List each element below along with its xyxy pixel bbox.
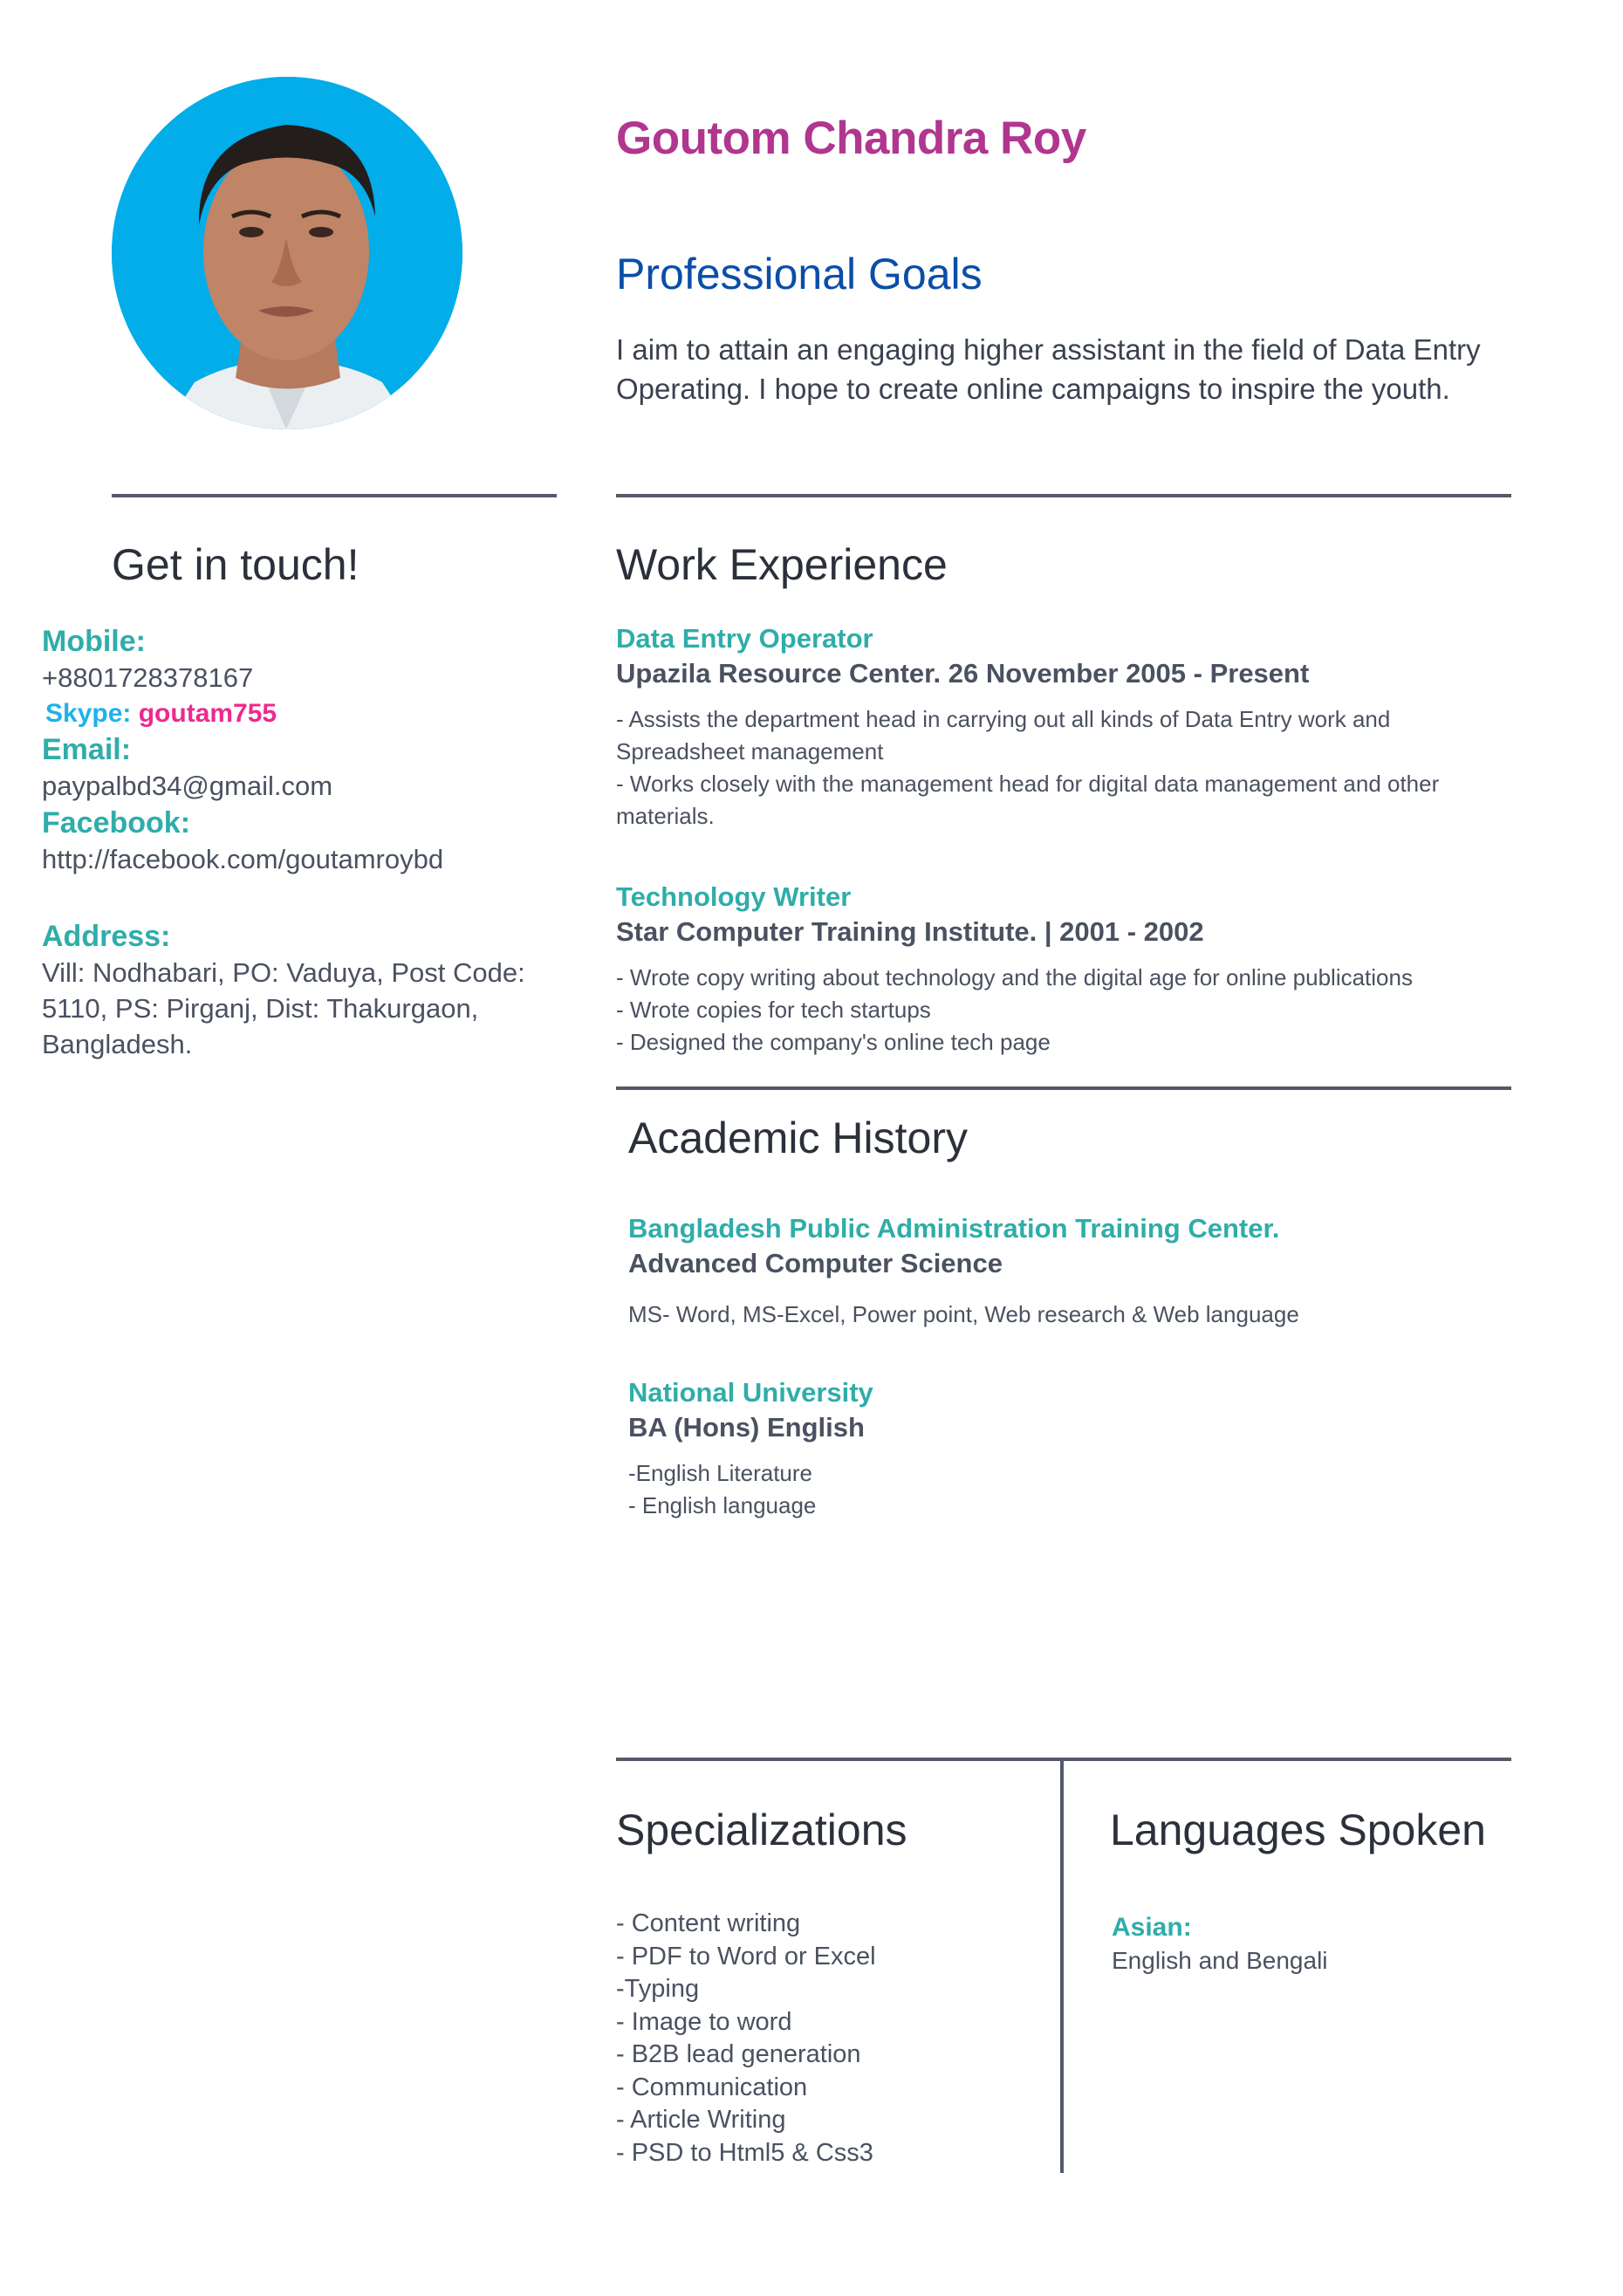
specializations-heading: Specializations bbox=[616, 1806, 907, 1854]
education-entry bbox=[628, 1211, 1536, 1331]
specialization-item: - Image to word bbox=[616, 2007, 792, 2036]
specialization-item: - Content writing bbox=[616, 1909, 801, 1937]
skype-value: goutam755 bbox=[138, 699, 277, 728]
education-detail: -English Literature bbox=[628, 1460, 812, 1486]
job-bullet: - Designed the company's online tech page bbox=[616, 1029, 1051, 1055]
education-detail: MS- Word, MS-Excel, Power point, Web research & Web language bbox=[628, 1301, 1299, 1327]
specialization-item: - B2B lead generation bbox=[616, 2040, 861, 2068]
divider-vertical bbox=[1060, 1759, 1064, 2173]
email-label: Email: bbox=[42, 733, 132, 766]
mobile-label: Mobile: bbox=[42, 625, 146, 658]
education-institution: National University bbox=[628, 1377, 873, 1408]
work-experience-heading: Work Experience bbox=[616, 540, 948, 589]
profile-photo bbox=[112, 77, 462, 429]
facebook-link[interactable]: http://facebook.com/goutamroybd bbox=[42, 844, 444, 874]
skype-row bbox=[42, 696, 565, 731]
professional-goals-heading: Professional Goals bbox=[616, 250, 983, 298]
specialization-item: -Typing bbox=[616, 1975, 700, 2003]
job-bullets bbox=[616, 703, 1524, 833]
education-program: BA (Hons) English bbox=[628, 1412, 865, 1443]
job-organization: Star Computer Training Institute. | 2001 - 2002 bbox=[616, 916, 1204, 947]
job-entry bbox=[616, 880, 1524, 1059]
job-entry bbox=[616, 621, 1524, 833]
languages-block bbox=[1112, 1911, 1328, 1977]
divider-bottom bbox=[616, 1758, 1511, 1761]
education-program: Advanced Computer Science bbox=[628, 1248, 1003, 1278]
job-role: Data Entry Operator bbox=[616, 623, 873, 654]
person-portrait-icon bbox=[112, 77, 462, 429]
contact-heading: Get in touch! bbox=[112, 540, 360, 589]
candidate-name: Goutom Chandra Roy bbox=[616, 113, 1086, 164]
language-list: English and Bengali bbox=[1112, 1947, 1328, 1974]
professional-goals-text: I aim to attain an engaging higher assistant in the field of Data Entry Operating. I hope to create online campaigns to inspire the youth. bbox=[616, 333, 1481, 405]
language-group-label: Asian: bbox=[1112, 1913, 1192, 1942]
specialization-item: - PSD to Html5 & Css3 bbox=[616, 2138, 873, 2167]
job-role: Technology Writer bbox=[616, 881, 852, 912]
academic-history-heading: Academic History bbox=[628, 1114, 968, 1162]
divider-academic bbox=[616, 1086, 1511, 1090]
mobile-value: +8801728378167 bbox=[42, 662, 254, 693]
divider-work bbox=[616, 494, 1511, 497]
education-details bbox=[628, 1457, 1536, 1522]
job-organization: Upazila Resource Center. 26 November 2005 - Present bbox=[616, 658, 1310, 689]
specialization-item: - PDF to Word or Excel bbox=[616, 1942, 876, 1970]
specializations-list bbox=[616, 1908, 876, 2169]
education-detail: - English language bbox=[628, 1492, 817, 1518]
address-block bbox=[42, 918, 574, 1062]
education-entry bbox=[628, 1375, 1536, 1522]
job-bullet: - Wrote copies for tech startups bbox=[616, 997, 931, 1023]
job-bullet: - Works closely with the management head for digital data management and other materials. bbox=[616, 771, 1440, 829]
education-details bbox=[628, 1299, 1536, 1331]
specialization-item: - Communication bbox=[616, 2073, 808, 2101]
facebook-label: Facebook: bbox=[42, 806, 191, 840]
job-bullet: - Wrote copy writing about technology and the digital age for online publications bbox=[616, 964, 1413, 990]
job-bullets bbox=[616, 962, 1524, 1059]
address-value: Vill: Nodhabari, PO: Vaduya, Post Code: 5110, PS: Pirganj, Dist: Thakurgaon, Bangladesh. bbox=[42, 957, 525, 1059]
address-label: Address: bbox=[42, 920, 171, 953]
divider-contact bbox=[112, 494, 557, 497]
email-link[interactable]: paypalbd34@gmail.com bbox=[42, 771, 333, 801]
job-bullet: - Assists the department head in carrying out all kinds of Data Entry work and Spreadsheet management bbox=[616, 706, 1391, 764]
languages-heading: Languages Spoken bbox=[1110, 1806, 1486, 1854]
contact-details bbox=[42, 623, 565, 878]
education-institution: Bangladesh Public Administration Training Center. bbox=[628, 1213, 1280, 1244]
specialization-item: - Article Writing bbox=[616, 2106, 786, 2134]
skype-label: Skype: bbox=[45, 699, 132, 728]
